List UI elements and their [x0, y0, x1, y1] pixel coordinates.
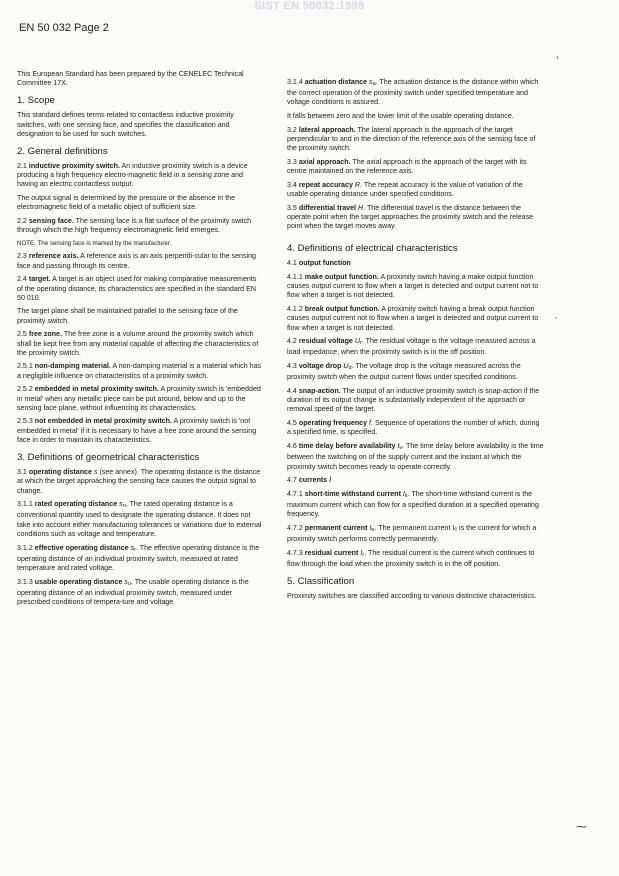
definition-text: . The short-time withstand current is the maximum current which can flow for a specified duration at a specified operating frequency.: [287, 489, 539, 519]
defined-term: voltage drop: [298, 362, 342, 371]
clause-number: 3.3: [287, 157, 297, 166]
symbol-subscript: r: [362, 551, 365, 558]
defined-term: time delay before availability: [298, 442, 396, 451]
symbol: s: [93, 468, 98, 477]
clause-number: 4.7.3: [287, 548, 303, 557]
defined-term: make output function.: [304, 273, 379, 282]
definition-text: The axial approach is the approach of the target with its centre maintained on the reference axis.: [287, 157, 527, 176]
symbol-subscript: d: [348, 365, 352, 372]
definition-paragraph: [17, 417, 263, 445]
definition-text: The output of an inductive proximity switch is snap-action if the duration of its output change is substantially independent of the approach or removal speed of the target.: [287, 387, 540, 414]
defined-term: inductive proximity switch.: [28, 162, 120, 171]
definition-paragraph: [287, 442, 545, 472]
defined-term: reference axis.: [28, 252, 79, 261]
definition-paragraph: [287, 476, 545, 485]
definition-text: A non-damping material is a material which has a negligible influence on characteristics of a proximity switch.: [17, 362, 262, 380]
clause-number: 3.2: [287, 125, 297, 134]
margin-squiggle-mark: ⁓: [576, 821, 587, 833]
definition-paragraph: [287, 549, 545, 569]
definition-paragraph: [287, 158, 545, 176]
definition-text: . The rated operating distance is a conventional quantity used to designate the operating distance. It does not take into account either manufacturing tolerances or variations due to external conditions such as voltage and temperature.: [17, 500, 262, 538]
defined-term: actuation distance: [304, 78, 368, 86]
page-header: EN 50 032 Page 2: [19, 22, 109, 34]
definition-paragraph: [287, 490, 545, 520]
definition-text: An inductive proximity switch is a device producing a high frequency electro-magnetic field in a sensing zone and having an electric contactless output.: [17, 162, 248, 189]
definition-paragraph: [287, 273, 545, 301]
definition-text: The lateral approach is the approach of the target perpendicular to and in the direction of the reference axis of the sensing face of the proximity switch.: [287, 125, 536, 153]
clause-number: 2.1: [17, 162, 27, 171]
definition-text: . The actuation distance is the distance within which the correct operation of the proximity switch under specified temperature and voltage conditions is assured.: [287, 78, 539, 107]
definition-text: . The residual voltage is the voltage measured across a load impedance, when the proximity switch is in the off position.: [287, 337, 536, 357]
clause-number: 4.3: [287, 362, 297, 371]
definition-text: . The effective operating distance is the operating distance of an individual proximity switch, measured at rated temperature and rated voltage.: [17, 543, 260, 572]
clause-number: 4.1.2: [287, 305, 303, 314]
definition-paragraph: [17, 275, 263, 303]
symbol: s: [124, 577, 128, 586]
definition-text: A proximity switch is 'not embedded in metal' if it is necessary to have a free zone around the sensing face in order to maintain its characteristics.: [17, 417, 257, 444]
symbol-subscript: n: [122, 503, 126, 510]
clause-number: 3.4: [287, 180, 297, 189]
defined-term: short-time withstand current: [304, 489, 401, 498]
defined-term: snap-action.: [298, 387, 341, 396]
symbol: s: [119, 500, 123, 509]
right-column: [287, 78, 545, 606]
clause-number: 4.1.1: [287, 273, 303, 282]
clause-number: 2.5: [17, 330, 27, 339]
clause-number: 3.1.1: [17, 500, 33, 509]
definition-text: The free zone is a volume around the proximity switch which shall be kept free from any material capable of affecting the characteristics of the proximity switch.: [17, 330, 259, 357]
symbol-subscript: r: [359, 340, 362, 347]
section-heading: 4. Definitions of electrical characteristics: [287, 243, 458, 255]
clause-number: 4.1: [287, 259, 297, 268]
definition-text: The sensing face is a flat surface of the proximity switch through which the high frequency electromagnetic field emerges.: [17, 217, 252, 235]
definition-text: . The differential travel is the distance between the operate point when the target approaches the proximity switch and the release point when the target moves away.: [287, 203, 534, 231]
defined-term: usable operating distance: [34, 577, 123, 586]
definition-text: A reference axis is an axis perpendi-cular to the sensing face and passing through its centre.: [17, 252, 257, 270]
symbol-subscript: u: [127, 580, 131, 587]
symbol: R: [354, 180, 360, 189]
definition-text: (see annex). The operating distance is the distance at which the target approaching the sensing face causes the output signal to change.: [17, 468, 261, 495]
definition-text: A proximity switch having a break output function causes output current not to flow when a target is detected and output current to flow when a target is not detected.: [287, 305, 539, 332]
definition-paragraph: [17, 252, 263, 270]
section-heading: 3. Definitions of geometrical characteristics: [17, 452, 200, 464]
symbol-subscript: a: [372, 81, 376, 87]
definition-text: . The time delay before availability is the time between the switching on of the supply current and the instant at which the proximity switch becomes ready to operate correctly.: [287, 442, 544, 471]
defined-term: effective operating distance: [34, 543, 129, 552]
definition-paragraph: [17, 500, 263, 539]
defined-term: embedded in metal proximity switch.: [34, 385, 159, 394]
paragraph: The target plane shall be maintained parallel to the sensing face of the proximity switch.: [17, 307, 238, 325]
defined-term: non-damping material.: [34, 362, 111, 371]
definition-text: . The repeat accuracy is the value of variation of the usable operating distance under specified conditions.: [287, 180, 523, 199]
definition-paragraph: [17, 468, 263, 496]
paragraph: This European Standard has been prepared by the CENELEC Technical Committee 17X.: [17, 70, 244, 88]
left-column: [17, 70, 263, 612]
clause-number: 4.7: [287, 476, 297, 485]
defined-term: free zone.: [28, 330, 62, 339]
symbol: I: [360, 548, 363, 557]
definition-paragraph: [287, 337, 545, 357]
defined-term: output function: [298, 259, 351, 268]
definition-paragraph: [287, 387, 545, 415]
definition-text: A target is an object used for making comparative measurements of the operating distance, its characteristics are specified in the standard EN 50 010.: [17, 275, 257, 302]
defined-term: repeat accuracy: [298, 180, 353, 189]
symbol: I: [402, 489, 405, 498]
section-heading: 5. Classification: [287, 576, 355, 588]
definition-paragraph: [287, 126, 545, 154]
definition-paragraph: [287, 259, 545, 268]
section-heading: 1. Scope: [17, 95, 55, 107]
defined-term: residual voltage: [298, 337, 353, 346]
clause-number: 4.6: [287, 442, 297, 451]
defined-term: lateral approach.: [298, 125, 356, 134]
clause-number: 3.1: [17, 468, 27, 477]
clause-number: 4.7.2: [287, 524, 303, 533]
paragraph: It falls between zero and the lower limit of the usable operating distance.: [287, 112, 514, 121]
definition-text: . The voltage drop is the voltage measured across the proximity switch when the output current flows under specified conditions.: [287, 362, 521, 382]
clause-number: 3.1.3: [17, 577, 33, 586]
paragraph: Proximity switches are classified according to various distinctive characteristics.: [287, 592, 537, 601]
clause-number: 2.5.1: [17, 362, 33, 371]
clause-number: 3.5: [287, 203, 297, 212]
definition-text: . The permanent current Iₑ is the current for which a proximity switch performs correctly permanently.: [287, 524, 537, 544]
symbol: U: [354, 337, 360, 346]
clause-number: 3.1.2: [17, 543, 33, 552]
symbol: s: [369, 78, 373, 86]
definition-paragraph: [287, 204, 545, 232]
definition-text: A proximity switch having a make output function causes output current to flow when a target is detected and output current not to flow when a target is not detected.: [287, 273, 539, 300]
definition-paragraph: [17, 162, 263, 190]
definition-paragraph: [287, 524, 545, 544]
clause-number: 2.5.2: [17, 385, 33, 394]
definition-text: . Sequence of operations the number of which, during a specified time, is specified.: [287, 419, 540, 437]
symbol: U: [343, 362, 349, 371]
definition-paragraph: [17, 544, 263, 574]
definition-paragraph: [287, 181, 545, 199]
definition-paragraph: [287, 362, 545, 382]
definition-paragraph: [17, 362, 263, 380]
clause-number: 4.4: [287, 387, 297, 396]
defined-term: not embedded in metal proximity switch.: [34, 417, 172, 426]
margin-dot-mark: ·: [554, 312, 558, 324]
clause-number: 2.5.3: [17, 417, 33, 426]
clause-number: 4.5: [287, 419, 297, 428]
defined-term: break output function.: [304, 305, 380, 314]
definition-paragraph: [17, 578, 263, 608]
clause-number: 2.2: [17, 217, 27, 226]
symbol-subscript: v: [399, 445, 403, 452]
definition-paragraph: [287, 305, 545, 333]
note: NOTE. The sensing face is marked by the manufacturer.: [17, 239, 172, 247]
definition-text: . The residual current is the current which continues to flow through the load when the proximity switch is in the off position.: [287, 548, 535, 569]
definition-paragraph: [287, 78, 545, 108]
defined-term: axial approach.: [298, 157, 351, 166]
symbol: H: [358, 203, 364, 212]
margin-tick-mark: ’: [556, 55, 559, 67]
defined-term: differential travel: [298, 203, 357, 212]
defined-term: sensing face.: [28, 217, 74, 226]
symbol-subscript: r: [134, 546, 136, 553]
clause-number: 4.7.1: [287, 489, 303, 498]
clause-number: 3.1.4: [287, 78, 303, 86]
definition-text: . The usable operating distance is the operating distance of an individual proximity switch, measured under prescribed conditions of tempera-ture and voltage.: [17, 577, 249, 607]
clause-number: 2.4: [17, 275, 27, 284]
watermark: SIST EN 50032:1998: [254, 0, 365, 12]
definition-paragraph: [17, 385, 263, 413]
symbol: t: [397, 442, 400, 451]
definition-paragraph: [17, 217, 263, 235]
clause-number: 2.3: [17, 252, 27, 261]
symbol: s: [130, 543, 135, 552]
definition-paragraph: [287, 419, 545, 437]
defined-term: operating distance: [28, 468, 92, 477]
clause-number: 4.2: [287, 337, 297, 346]
symbol-subscript: e: [371, 527, 375, 534]
symbol: f: [369, 419, 372, 428]
symbol-subscript: k: [404, 492, 408, 499]
defined-term: permanent current: [304, 524, 368, 533]
paragraph: The output signal is determined by the pressure or the absence in the electromagnetic field of a metallic object of sufficient size.: [17, 194, 236, 212]
symbol: I: [369, 524, 372, 533]
defined-term: currents /: [298, 476, 332, 485]
defined-term: operating frequency: [298, 419, 368, 428]
section-heading: 2. General definitions: [17, 146, 108, 158]
defined-term: residual current: [304, 548, 359, 557]
definition-text: A proximity switch is 'embedded in metal' when any metallic piece can be put around, below and up to the sensing face plane, without influencing its characteristics.: [17, 385, 261, 412]
defined-term: target.: [28, 275, 51, 284]
defined-term: rated operating distance: [34, 500, 118, 509]
paragraph: This standard defines terms related to contactless inductive proximity switches, with one sensing face, and specifies the classification and designation to be used for such switches.: [17, 111, 234, 138]
definition-paragraph: [17, 330, 263, 358]
